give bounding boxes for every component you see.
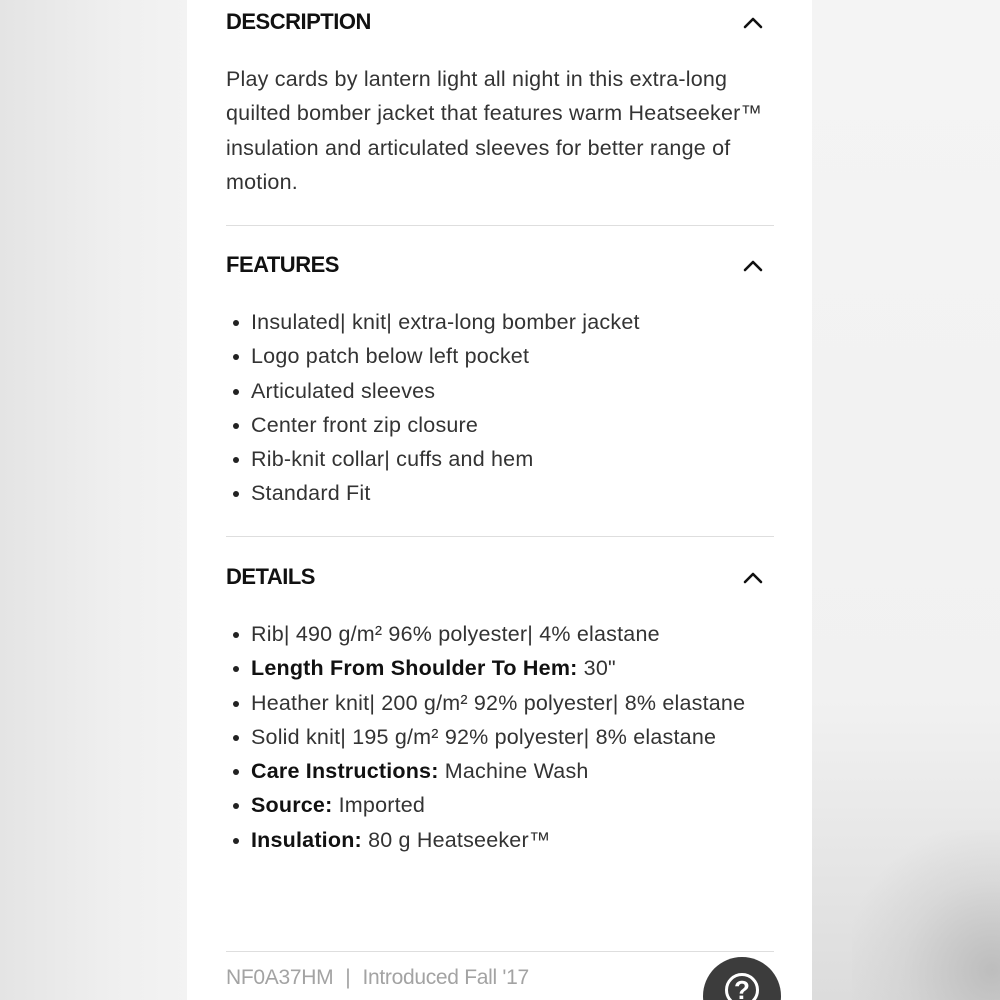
bullet-dot [233,457,239,463]
bullet-dot [233,838,239,844]
feature-item [226,339,786,373]
features-header[interactable] [226,243,774,287]
background-left [0,0,187,1000]
bullet-dot [233,320,239,326]
detail-value: Heather knit| 200 g/m² 92% polyester| 8% elastane [251,690,746,715]
feature-item [226,442,786,476]
feature-text: Insulated| knit| extra-long bomber jacket [251,310,640,334]
detail-value: Imported [332,793,426,818]
feature-text: Articulated sleeves [251,378,436,403]
feature-text: Center front zip closure [251,412,479,437]
detail-value: Rib| 490 g/m² 96% polyester| 4% elastane [251,622,660,646]
feature-item [226,374,786,408]
detail-item [226,617,746,651]
bullet-dot [233,769,239,775]
separator: | [345,966,351,989]
question-circle-icon: ? [725,973,759,1000]
bullet-dot [233,491,239,497]
bullet-dot [233,735,239,741]
introduced-date: Introduced Fall '17 [362,966,529,989]
style-info [226,966,529,990]
detail-item [226,686,746,720]
bullet-dot [233,701,239,707]
details-title: DETAILS [226,564,315,589]
description-title: DESCRIPTION [226,9,371,34]
chevron-up-icon[interactable] [742,254,764,276]
product-info-panel [187,0,812,1000]
background-right [812,0,1000,1000]
chevron-up-icon[interactable] [742,11,764,33]
feature-item [226,476,786,510]
divider [226,536,774,537]
features-list [226,305,786,511]
bullet-dot [233,632,239,638]
detail-item [226,788,746,822]
feature-text: Standard Fit [251,481,371,506]
feature-item [226,408,786,442]
bullet-dot [233,354,239,360]
bullet-dot [233,666,239,672]
chevron-up-icon[interactable] [742,566,764,588]
detail-label: Care Instructions: [251,759,439,784]
detail-value: 80 g Heatseeker™ [361,827,551,852]
style-code: NF0A37HM [226,966,334,989]
description-header[interactable] [226,0,774,44]
feature-text: Logo patch below left pocket [251,344,530,369]
detail-label: Length From Shoulder To Hem: [251,656,578,681]
features-title: FEATURES [226,252,339,277]
bullet-dot [233,803,239,809]
detail-value: 30" [577,656,616,681]
details-list [226,617,746,857]
divider [226,951,774,952]
detail-item [226,720,746,754]
detail-item [226,823,746,857]
detail-label: Insulation: [251,827,362,852]
divider [226,225,774,226]
detail-item [226,754,746,788]
detail-item [226,651,746,685]
detail-label: Source: [251,793,333,818]
detail-value: Machine Wash [438,759,589,784]
help-button[interactable] [703,957,781,1000]
description-text: Play cards by lantern light all night in this extra-long quilted bomber jacket that features warm Heatseeker™ insulation and articulated sleeves for better range of motion. [226,67,763,194]
detail-value: Solid knit| 195 g/m² 92% polyester| 8% elastane [251,724,717,749]
feature-item [226,305,786,339]
feature-text: Rib-knit collar| cuffs and hem [251,447,534,472]
bullet-dot [233,423,239,429]
details-header[interactable] [226,555,774,599]
bullet-dot [233,389,239,395]
